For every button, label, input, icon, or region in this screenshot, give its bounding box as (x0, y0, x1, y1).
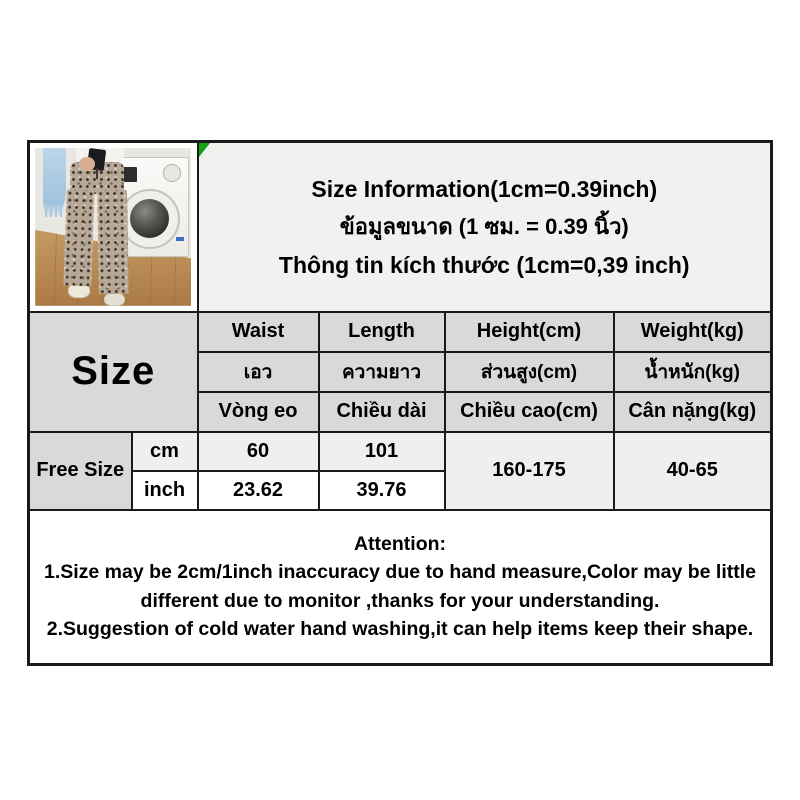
attention-heading: Attention: (353, 532, 447, 555)
attention-note-2: 2.Suggestion of cold water hand washing,it can help items keep their shape. (46, 618, 754, 641)
waist-inch-value: 23.62 (198, 471, 319, 510)
pants-drawstring (96, 168, 98, 179)
header-weight-vi: Cân nặng(kg) (614, 392, 772, 432)
title-thai: ข้อมูลขนาด (1 ซม. = 0.39 นิ้ว) (339, 213, 629, 239)
title-cell (198, 142, 772, 312)
unit-inch-label: inch (132, 471, 198, 510)
title-vietnamese: Thông tin kích thước (1cm=0,39 inch) (278, 251, 690, 278)
header-waist-th: เอว (198, 352, 319, 392)
green-corner-marker-icon (199, 143, 210, 157)
weight-range-value: 40-65 (614, 432, 772, 510)
header-length-th: ความยาว (319, 352, 445, 392)
washing-machine-door (120, 189, 180, 249)
header-height-en: Height(cm) (445, 312, 614, 352)
washing-machine-knob (163, 164, 181, 182)
washing-machine-drum (130, 199, 169, 238)
header-height-vi: Chiều cao(cm) (445, 392, 614, 432)
product-photo (35, 148, 191, 306)
header-length-en: Length (319, 312, 445, 352)
blue-scarf-illustration (43, 148, 66, 218)
leopard-pants-left-leg (63, 190, 94, 287)
size-corner-label: Size (29, 312, 198, 432)
unit-cm-label: cm (132, 432, 198, 471)
header-weight-en: Weight(kg) (614, 312, 772, 352)
product-photo-cell (29, 142, 198, 312)
header-length-vi: Chiều dài (319, 392, 445, 432)
header-waist-vi: Vòng eo (198, 392, 319, 432)
washing-machine-sticker (176, 237, 185, 241)
height-range-value: 160-175 (445, 432, 614, 510)
title-english: Size Information(1cm=0.39inch) (311, 175, 658, 202)
leopard-pants-right-leg (97, 190, 128, 295)
header-weight-th: น้ำหนัก(kg) (614, 352, 772, 392)
hand-illustration (79, 157, 95, 171)
length-cm-value: 101 (319, 432, 445, 471)
free-size-label: Free Size (29, 432, 132, 510)
header-waist-en: Waist (198, 312, 319, 352)
size-chart-table (27, 140, 773, 666)
header-height-th: ส่วนสูง(cm) (445, 352, 614, 392)
waist-cm-value: 60 (198, 432, 319, 471)
attention-note-1: 1.Size may be 2cm/1inch inaccuracy due to hand measure,Color may be little different due to monitor ,thanks for your understanding. (43, 561, 756, 612)
length-inch-value: 39.76 (319, 471, 445, 510)
attention-cell (29, 510, 772, 665)
